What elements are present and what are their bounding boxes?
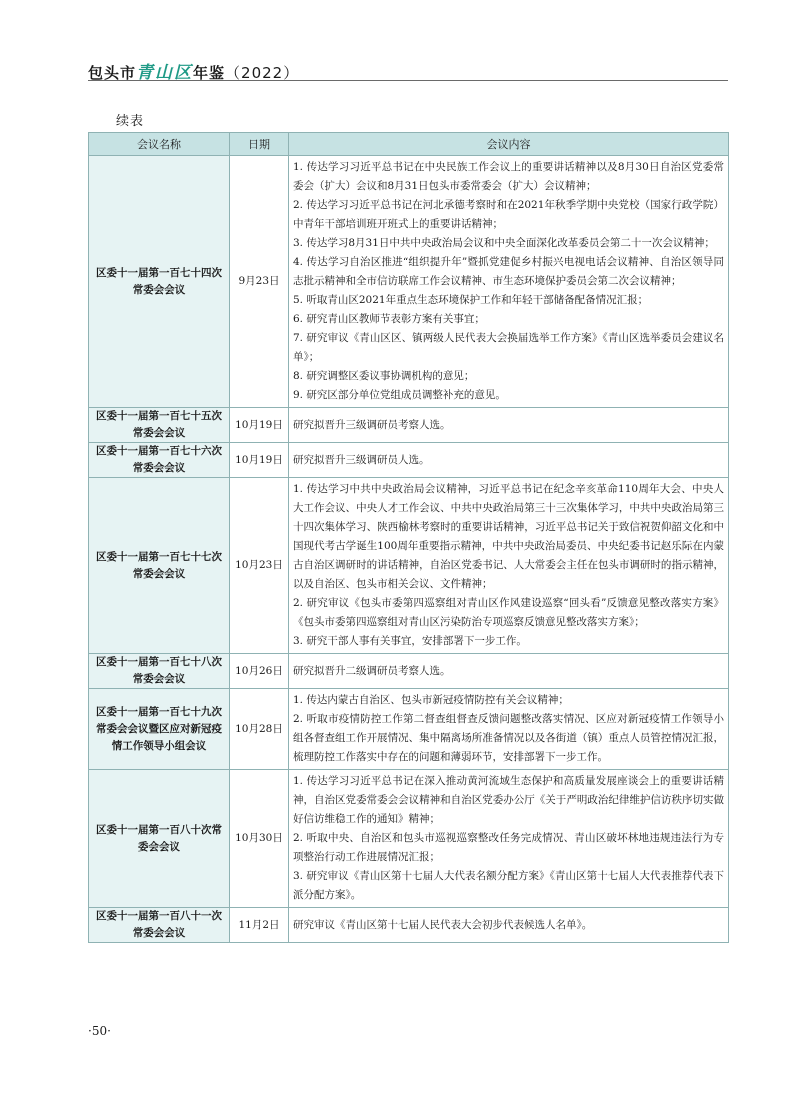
content-item: 8. 研究调整区委议事协调机构的意见； xyxy=(293,370,475,382)
content-item: 研究拟晋升二级调研员考察人选。 xyxy=(293,664,451,677)
table-row xyxy=(89,156,729,408)
meeting-content-cell xyxy=(289,443,729,478)
content-item: 研究审议《青山区第十七届人民代表大会初步代表候选人名单》。 xyxy=(293,918,593,931)
column-header-date: 日期 xyxy=(230,133,289,156)
book-title-year: （2022） xyxy=(225,64,300,82)
table-row xyxy=(89,908,729,943)
continued-label: 续表 xyxy=(116,114,145,129)
content-item: 3. 研究审议《青山区第十七届人大代表名额分配方案》《青山区第十七届人大代表推荐代表下派分配方案》。 xyxy=(293,870,724,901)
content-item: 2. 传达学习习近平总书记在河北承德考察时和在2021年秋季学期中央党校（国家行政学院）中青年干部培训班开班式上的重要讲话精神； xyxy=(293,199,724,230)
meeting-date-cell: 10月28日 xyxy=(230,689,289,770)
content-item: 7. 研究审议《青山区区、镇两级人民代表大会换届选举工作方案》《青山区选举委员会建议名单》； xyxy=(293,332,724,363)
column-header-content: 会议内容 xyxy=(289,133,729,156)
meeting-date-cell: 10月19日 xyxy=(230,443,289,478)
content-item: 5. 听取青山区2021年重点生态环境保护工作和年轻干部储备配备情况汇报； xyxy=(293,294,649,306)
table-row xyxy=(89,654,729,689)
column-header-name: 会议名称 xyxy=(89,133,230,156)
content-item: 3. 传达学习8月31日中共中央政治局会议和中央全面深化改革委员会第二十一次会议精神； xyxy=(293,237,715,249)
meeting-date-cell: 10月26日 xyxy=(230,654,289,689)
meeting-name-cell: 区委十一届第一百七十五次常委会会议 xyxy=(89,408,230,443)
table-row xyxy=(89,689,729,770)
content-item: 1. 传达学习习近平总书记在深入推动黄河流域生态保护和高质量发展座谈会上的重要讲话精神，自治区党委常委会会议精神和自治区党委办公厅《关于严明政治纪律维护信访秩序切实做好信访维稳工作的通知》精神； xyxy=(293,775,724,825)
meeting-name-cell: 区委十一届第一百八十次常委会会议 xyxy=(89,770,230,908)
meeting-content-cell xyxy=(289,770,729,908)
meeting-content-cell xyxy=(289,908,729,943)
meeting-name-cell: 区委十一届第一百七十七次常委会会议 xyxy=(89,478,230,654)
meetings-table xyxy=(88,132,729,943)
meeting-name-cell: 区委十一届第一百七十八次常委会会议 xyxy=(89,654,230,689)
table-row xyxy=(89,478,729,654)
running-header xyxy=(88,50,728,81)
table-body xyxy=(89,156,729,943)
meeting-content-cell xyxy=(289,689,729,770)
content-item: 3. 研究干部人事有关事宜，安排部署下一步工作。 xyxy=(293,635,527,647)
content-item: 研究拟晋升三级调研员考察人选。 xyxy=(293,418,451,431)
meeting-content-cell xyxy=(289,478,729,654)
meeting-date-cell: 9月23日 xyxy=(230,156,289,408)
table-row xyxy=(89,443,729,478)
content-item: 4. 传达学习自治区推进“组织提升年”暨抓党建促乡村振兴电视电话会议精神、自治区领导同志批示精神和全市信访联席工作会议精神、市生态环境保护委员会第二次会议精神； xyxy=(293,256,724,287)
meeting-name-cell: 区委十一届第一百八十一次常委会会议 xyxy=(89,908,230,943)
content-item: 研究拟晋升三级调研员人选。 xyxy=(293,453,430,466)
book-title xyxy=(88,58,299,83)
table-row xyxy=(89,770,729,908)
book-title-suffix: 年鉴 xyxy=(193,64,226,82)
content-item: 9. 研究区部分单位党组成员调整补充的意见。 xyxy=(293,389,506,401)
page-number: ·50· xyxy=(88,1024,111,1038)
meeting-content-cell xyxy=(289,156,729,408)
meeting-date-cell: 11月2日 xyxy=(230,908,289,943)
meeting-content-cell xyxy=(289,654,729,689)
meeting-name-cell: 区委十一届第一百七十九次常委会会议暨区应对新冠疫情工作领导小组会议 xyxy=(89,689,230,770)
table-header-row xyxy=(89,133,729,156)
content-item: 2. 研究审议《包头市委第四巡察组对青山区作风建设巡察“回头看”反馈意见整改落实方案》《包头市委第四巡察组对青山区污染防治专项巡察反馈意见整改落实方案》； xyxy=(293,597,724,628)
content-item: 1. 传达内蒙古自治区、包头市新冠疫情防控有关会议精神； xyxy=(293,694,569,706)
content-item: 1. 传达学习中共中央政治局会议精神，习近平总书记在纪念辛亥革命110周年大会、中央人大工作会议、中央人才工作会议、中共中央政治局第三十三次集体学习，中共中央政治局第三十四次集体学习、陕西榆林考察时的重要讲话精神，习近平总书记关于致信祝贺仰韶文化和中国现代考古学诞生100周年重要指示精神，中共中央政治局委员、中央纪委书记赵乐际在内蒙古自治区调研时的讲话精神，自治区党委书记、人大常委会主任在包头市调研时的指示精神，以及自治区、包头市相关会议、文件精神； xyxy=(293,483,724,590)
meeting-date-cell: 10月30日 xyxy=(230,770,289,908)
meeting-name-cell: 区委十一届第一百七十四次常委会会议 xyxy=(89,156,230,408)
content-item: 2. 听取市疫情防控工作第二督查组督查反馈问题整改落实情况、区应对新冠疫情工作领导小组各督查组工作开展情况、集中隔离场所准备情况以及各街道（镇）重点人员管控情况汇报，梳理防控工作落实中存在的问题和薄弱环节，安排部署下一步工作。 xyxy=(293,713,724,763)
book-title-city: 包头市 xyxy=(88,64,137,82)
content-item: 6. 研究青山区教师节表彰方案有关事宜； xyxy=(293,313,485,325)
content-item: 1. 传达学习习近平总书记在中央民族工作会议上的重要讲话精神以及8月30日自治区党委常委会（扩大）会议和8月31日包头市委常委会（扩大）会议精神； xyxy=(293,161,724,192)
book-title-brand: 青山区 xyxy=(136,63,194,83)
table-row xyxy=(89,408,729,443)
meeting-date-cell: 10月23日 xyxy=(230,478,289,654)
meeting-name-cell: 区委十一届第一百七十六次常委会会议 xyxy=(89,443,230,478)
meeting-content-cell xyxy=(289,408,729,443)
content-item: 2. 听取中央、自治区和包头市巡视巡察整改任务完成情况、青山区破坏林地违规违法行为专项整治行动工作进展情况汇报； xyxy=(293,832,724,863)
meeting-date-cell: 10月19日 xyxy=(230,408,289,443)
